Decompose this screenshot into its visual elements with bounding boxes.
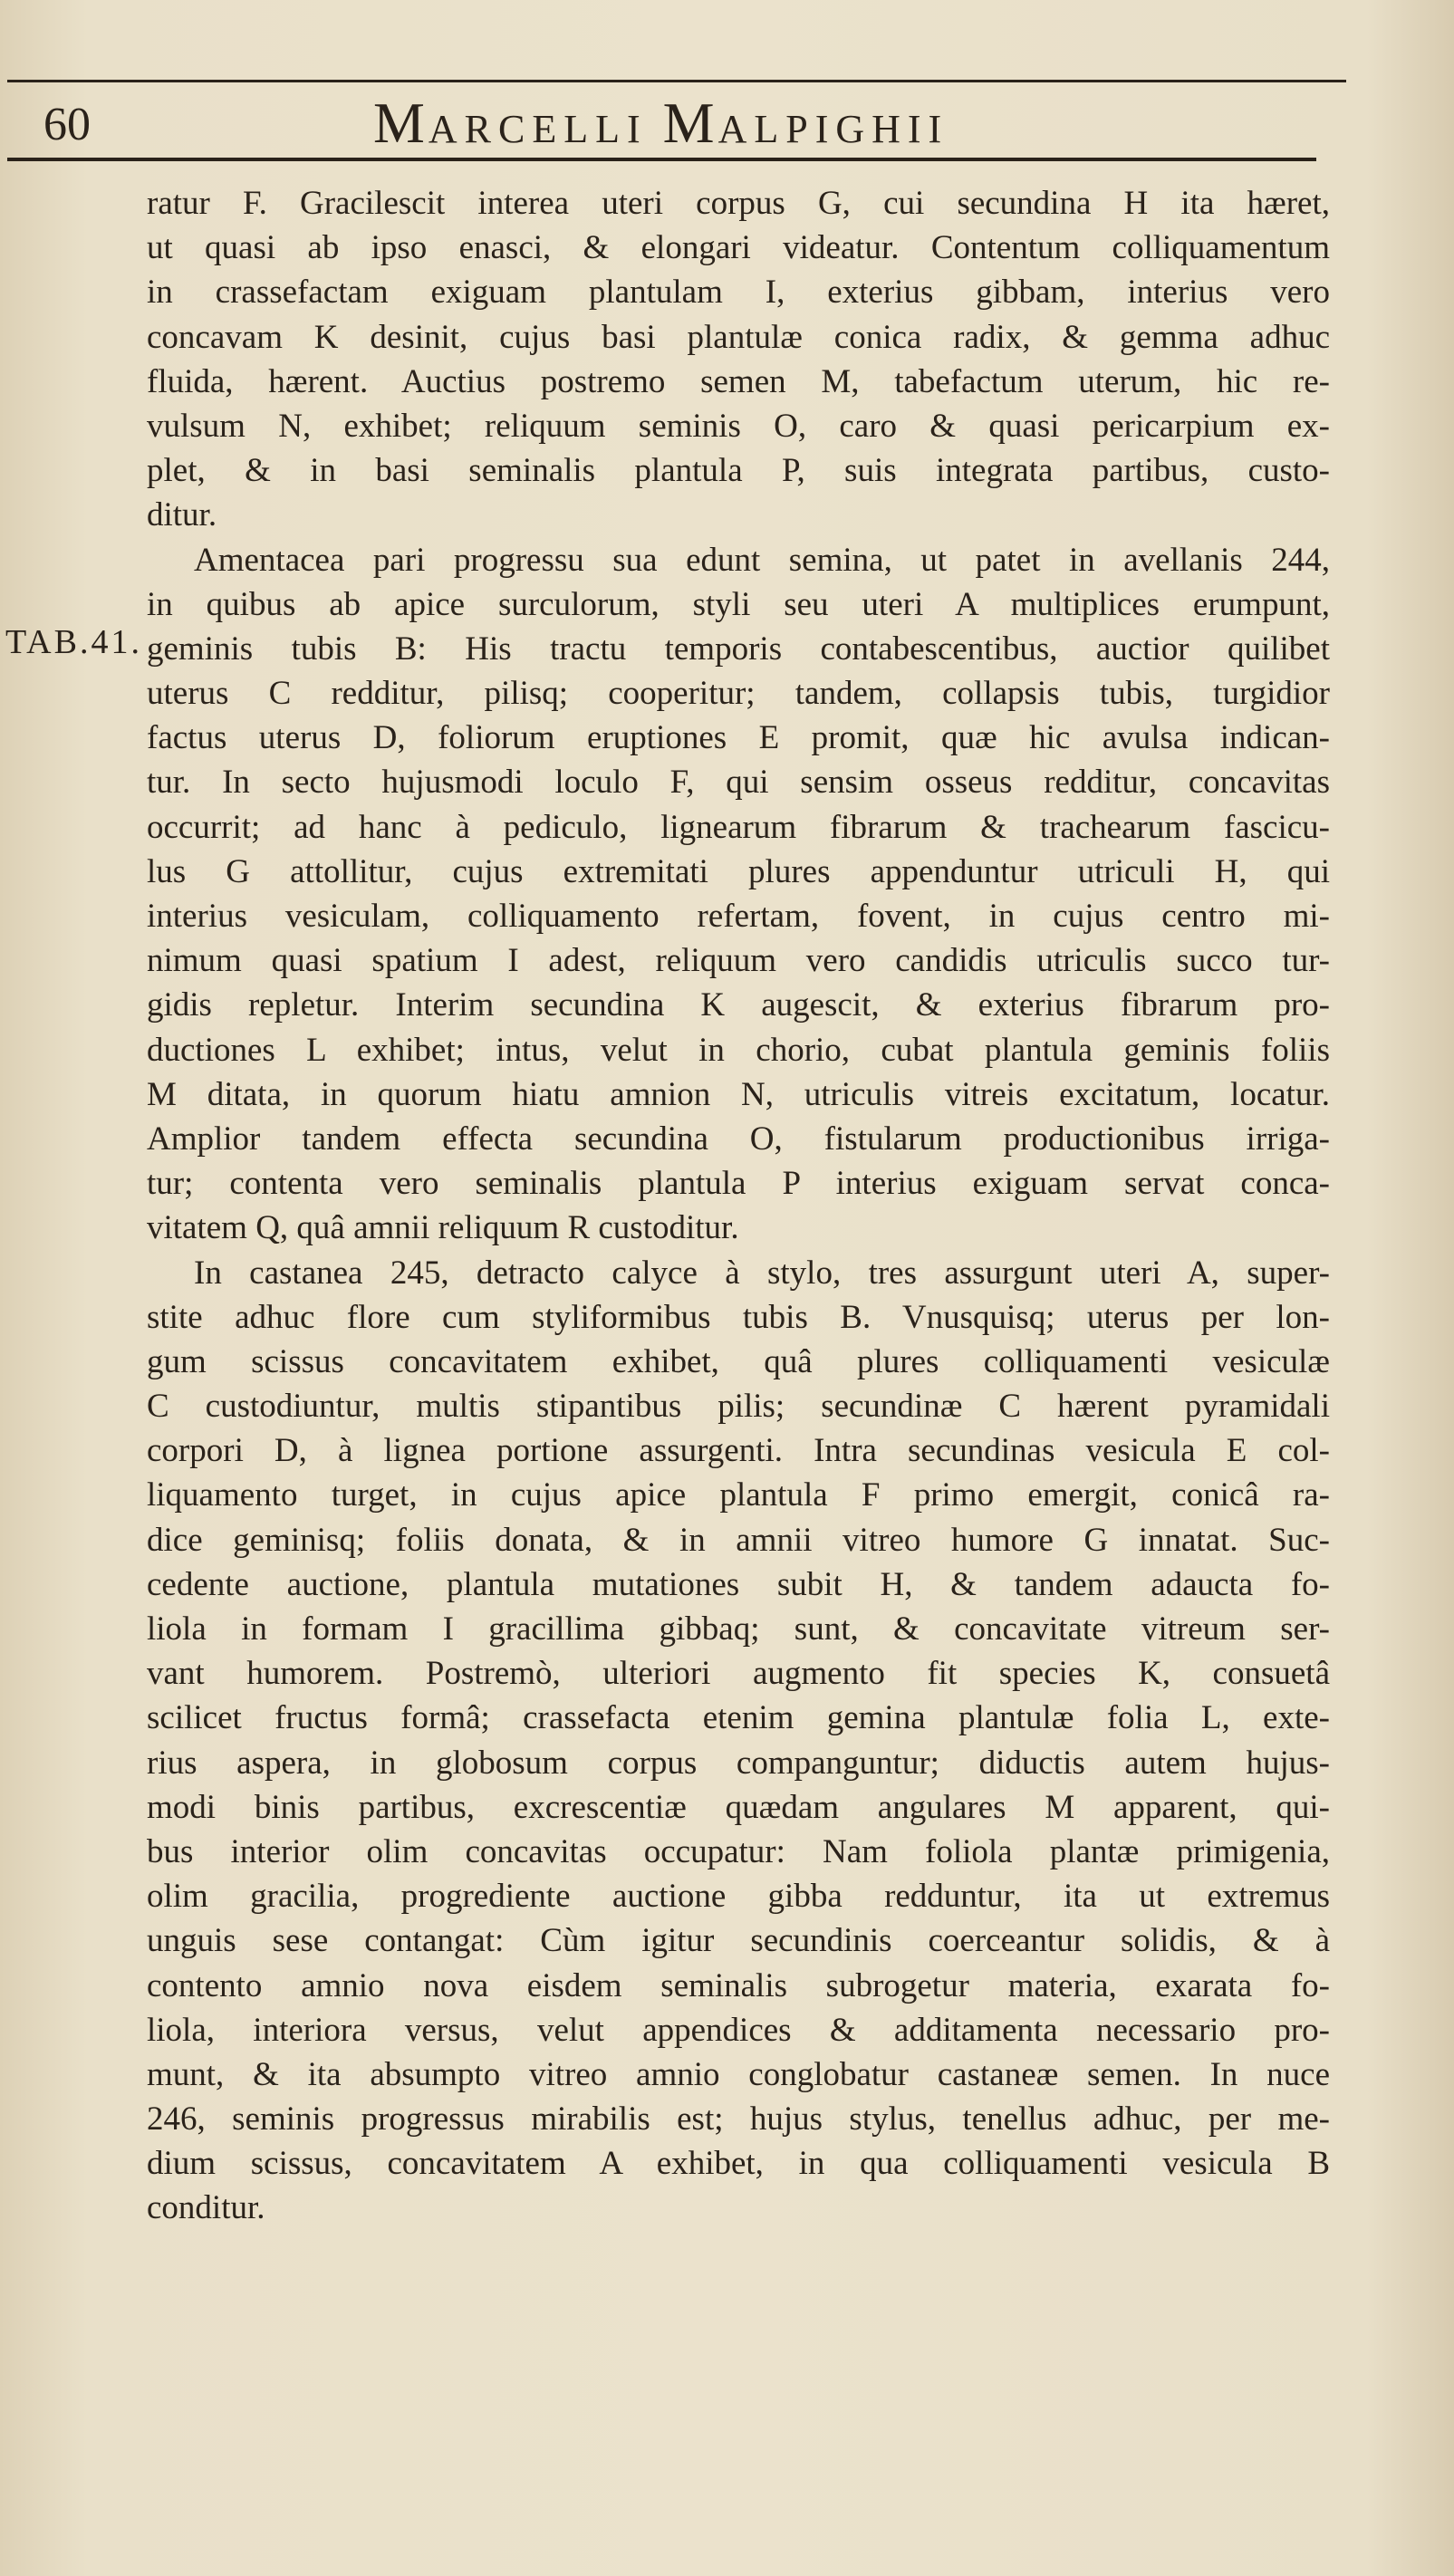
text-line: uterus C redditur, pilisq; cooperitur; tandem, collapsis tubis, turgidior (147, 675, 1330, 713)
text-line: liola in formam I gracillima gibbaq; sunt, & concavitate vitreum ser- (147, 1610, 1330, 1648)
text-line (147, 2231, 1330, 2275)
text-line: rius aspera, in globosum corpus companguntur; diductis autem hujus- (147, 1744, 1330, 1782)
text-line: scilicet fructus formâ; crassefacta etenim gemina plantulæ folia L, exte- (147, 1699, 1330, 1737)
text-line: in crassefactam exiguam plantulam I, exterius gibbam, interius vero (147, 274, 1330, 312)
text-line: gidis repletur. Interim secundina K augescit, & exterius fibrarum pro- (147, 986, 1330, 1024)
text-line: conditur. (147, 2189, 265, 2227)
text-line: modi binis partibus, excrescentiæ quædam angulares M apparent, qui- (147, 1788, 1330, 1826)
header-rule-top (7, 80, 1346, 82)
text-line: C custodiuntur, multis stipantibus pilis; secundinæ C hærent pyramidali (147, 1388, 1330, 1426)
text-line: plet, & in basi seminalis plantula P, suis integrata partibus, custo- (147, 452, 1330, 490)
text-line: Amentacea pari progressu sua edunt semina, ut patet in avellanis 244, (194, 541, 1330, 579)
text-line: geminis tubis B: His tractu temporis contabescentibus, auctior quilibet (147, 630, 1330, 668)
text-line: factus uterus D, foliorum eruptiones E promit, quæ hic avulsa indican- (147, 719, 1330, 757)
header-rule-bottom (7, 158, 1316, 161)
body-text (147, 181, 1330, 2275)
text-line: 246, seminis progressus mirabilis est; hujus stylus, tenellus adhuc, per me- (147, 2100, 1330, 2139)
text-line: vant humorem. Postremò, ulteriori augmento fit species K, consuetâ (147, 1655, 1330, 1693)
running-head (373, 91, 949, 157)
text-line: tur. In secto hujusmodi loculo F, qui sensim osseus redditur, concavitas (147, 764, 1330, 802)
text-line: liola, interiora versus, velut appendices & additamenta necessario pro- (147, 2011, 1330, 2049)
text-line: nimum quasi spatium I adest, reliquum vero candidis utriculis succo tur- (147, 942, 1330, 980)
text-line: contento amnio nova eisdem seminalis subrogetur materia, exarata fo- (147, 1966, 1330, 2004)
running-head-word-1: ARCELLI (428, 107, 648, 151)
text-line: interius vesiculam, colliquamento refertam, fovent, in cujus centro mi- (147, 898, 1330, 935)
text-line: corpori D, à lignea portione assurgenti. Intra secundinas vesicula E col- (147, 1432, 1330, 1470)
text-line: concavam K desinit, cujus basi plantulæ conica radix, & gemma adhuc (147, 318, 1330, 356)
text-line: gum scissus concavitatem exhibet, quâ plures colliquamenti vesiculæ (147, 1342, 1330, 1380)
page-number: 60 (43, 99, 91, 150)
text-line: dice geminisq; foliis donata, & in amnii vitreo humore G innatat. Suc- (147, 1521, 1330, 1559)
text-line: tur; contenta vero seminalis plantula P interius exiguam servat conca- (147, 1165, 1330, 1203)
text-line: cedente auctione, plantula mutationes subit H, & tandem adaucta fo- (147, 1565, 1330, 1603)
text-line: dium scissus, concavitatem A exhibet, in qua colliquamenti vesicula B (147, 2145, 1330, 2183)
text-line: In castanea 245, detracto calyce à stylo, tres assurgunt uteri A, super- (194, 1254, 1330, 1292)
text-line: liquamento turget, in cujus apice plantula F primo emergit, conicâ ra- (147, 1476, 1330, 1514)
text-line: unguis sese contangat: Cùm igitur secundinis coerceantur solidis, & à (147, 1922, 1330, 1960)
text-line: ut quasi ab ipso enasci, & elongari videatur. Contentum colliquamentum (147, 229, 1330, 267)
text-line: stite adhuc flore cum styliformibus tubis B. Vnusquisq; uterus per lon- (147, 1298, 1330, 1336)
text-line: fluida, hærent. Auctius postremo semen M, tabefactum uterum, hic re- (147, 362, 1330, 400)
text-line: lus G attollitur, cujus extremitati plures appenduntur utriculi H, qui (147, 852, 1330, 890)
text-line: ditur. (147, 496, 217, 534)
text-line: in quibus ab apice surculorum, styli seu uteri A multiplices erumpunt, (147, 585, 1330, 623)
text-line: M ditata, in quorum hiatu amnion N, utriculis vitreis excitatum, locatur. (147, 1075, 1330, 1113)
text-line: occurrit; ad hanc à pediculo, lignearum fibrarum & trachearum fascicu- (147, 808, 1330, 846)
text-line: bus interior olim concavitas occupatur: Nam foliola plantæ primigenia, (147, 1832, 1330, 1870)
text-line: ratur F. Gracilescit interea uteri corpus G, cui secundina H ita hæret, (147, 185, 1330, 222)
text-line: vitatem Q, quâ amnii reliquum R custoditur. (147, 1209, 739, 1247)
text-line: munt, & ita absumpto vitreo amnio conglobatur castaneæ semen. In nuce (147, 2055, 1330, 2093)
text-line: olim gracilia, progrediente auctione gibba redduntur, ita ut extremus (147, 1878, 1330, 1916)
margin-note-plate-reference: TAB.41. (5, 623, 142, 661)
text-line: ductiones L exhibet; intus, velut in chorio, cubat plantula geminis foliis (147, 1031, 1330, 1069)
text-line: vulsum N, exhibet; reliquum seminis O, caro & quasi pericarpium ex- (147, 407, 1330, 445)
running-head-word-2: ALPIGHII (717, 107, 949, 151)
running-head-initial-2: M (662, 91, 718, 155)
text-line: Amplior tandem effecta secundina O, fistularum productionibus irriga- (147, 1120, 1330, 1158)
running-head-initial-1: M (373, 91, 428, 155)
